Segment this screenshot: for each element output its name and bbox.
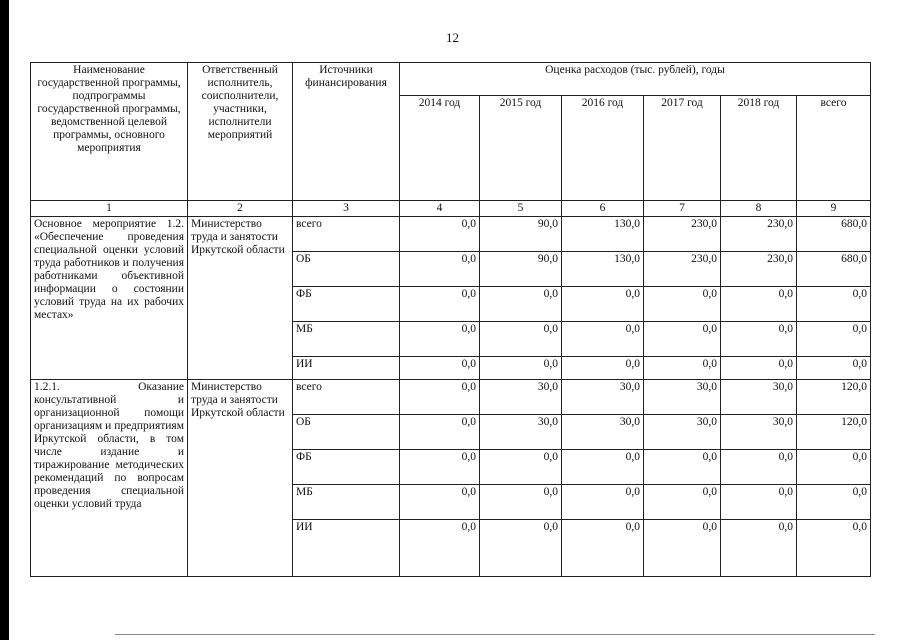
header-year: 2016 год (562, 96, 644, 201)
value-cell: 0,0 (400, 485, 480, 520)
header-year: 2017 год (644, 96, 721, 201)
value-cell: 30,0 (562, 380, 644, 415)
funding-source: МБ (293, 322, 400, 357)
value-cell: 30,0 (562, 415, 644, 450)
column-number: 6 (562, 201, 644, 217)
value-cell: 0,0 (797, 485, 871, 520)
value-cell: 0,0 (644, 520, 721, 577)
value-cell: 0,0 (480, 287, 562, 322)
column-number: 8 (721, 201, 797, 217)
activity-executor: Министерство труда и занятости Иркутской области (188, 217, 293, 380)
header-sources: Источники финансирования (293, 63, 400, 201)
value-cell: 0,0 (562, 450, 644, 485)
value-cell: 0,0 (644, 357, 721, 380)
value-cell: 0,0 (797, 450, 871, 485)
value-cell: 0,0 (644, 287, 721, 322)
value-cell: 0,0 (480, 485, 562, 520)
value-cell: 0,0 (721, 450, 797, 485)
value-cell: 230,0 (721, 252, 797, 287)
table-row (31, 217, 871, 252)
value-cell: 0,0 (644, 450, 721, 485)
activity-block (31, 380, 871, 577)
value-cell: 0,0 (400, 252, 480, 287)
funding-source: МБ (293, 485, 400, 520)
value-cell: 120,0 (797, 415, 871, 450)
value-cell: 30,0 (721, 380, 797, 415)
value-cell: 0,0 (400, 380, 480, 415)
value-cell: 0,0 (562, 520, 644, 577)
value-cell: 0,0 (644, 485, 721, 520)
funding-source: ОБ (293, 415, 400, 450)
value-cell: 0,0 (797, 357, 871, 380)
expenditure-table (30, 62, 871, 577)
activity-name: 1.2.1. Оказание консультативной и организационной помощи организациям и предприятиям Иркутской области, в том числе издание и тиражирование методических рекомендаций по вопросам проведения специальной оценки условий труда (31, 380, 188, 577)
value-cell: 0,0 (721, 520, 797, 577)
value-cell: 0,0 (400, 217, 480, 252)
value-cell: 0,0 (797, 322, 871, 357)
scan-left-edge (0, 0, 9, 640)
value-cell: 0,0 (400, 450, 480, 485)
value-cell: 0,0 (721, 357, 797, 380)
value-cell: 0,0 (480, 520, 562, 577)
activity-executor: Министерство труда и занятости Иркутской области (188, 380, 293, 577)
value-cell: 0,0 (400, 415, 480, 450)
value-cell: 0,0 (562, 322, 644, 357)
value-cell: 0,0 (400, 520, 480, 577)
value-cell: 0,0 (797, 520, 871, 577)
value-cell: 30,0 (721, 415, 797, 450)
value-cell: 0,0 (562, 287, 644, 322)
value-cell: 0,0 (797, 287, 871, 322)
funding-source: ФБ (293, 450, 400, 485)
header-year: 2014 год (400, 96, 480, 201)
value-cell: 30,0 (644, 380, 721, 415)
value-cell: 0,0 (721, 322, 797, 357)
column-number: 5 (480, 201, 562, 217)
value-cell: 130,0 (562, 217, 644, 252)
value-cell: 680,0 (797, 217, 871, 252)
value-cell: 90,0 (480, 252, 562, 287)
value-cell: 680,0 (797, 252, 871, 287)
value-cell: 0,0 (721, 287, 797, 322)
table-row (31, 380, 871, 415)
value-cell: 0,0 (480, 450, 562, 485)
header-total: всего (797, 96, 871, 201)
page-number: 12 (446, 30, 459, 45)
value-cell: 130,0 (562, 252, 644, 287)
funding-source: ИИ (293, 357, 400, 380)
header-year: 2018 год (721, 96, 797, 201)
column-number: 1 (31, 201, 188, 217)
value-cell: 0,0 (721, 485, 797, 520)
value-cell: 0,0 (400, 357, 480, 380)
value-cell: 0,0 (400, 322, 480, 357)
value-cell: 230,0 (644, 252, 721, 287)
column-number: 2 (188, 201, 293, 217)
value-cell: 90,0 (480, 217, 562, 252)
value-cell: 0,0 (400, 287, 480, 322)
header-row-1 (31, 63, 871, 96)
value-cell: 230,0 (644, 217, 721, 252)
value-cell: 120,0 (797, 380, 871, 415)
column-number-row (31, 201, 871, 217)
header-estimate: Оценка расходов (тыс. рублей), годы (400, 63, 871, 96)
value-cell: 0,0 (480, 322, 562, 357)
funding-source: ИИ (293, 520, 400, 577)
value-cell: 0,0 (562, 357, 644, 380)
value-cell: 0,0 (644, 322, 721, 357)
header-executor: Ответственный исполнитель, соисполнители, участники, исполнители мероприятий (188, 63, 293, 201)
value-cell: 0,0 (562, 485, 644, 520)
header-name: Наименование государственной программы, подпрограммы государственной программы, ведомственной целевой программы, основного мероприятия (31, 63, 188, 201)
value-cell: 230,0 (721, 217, 797, 252)
funding-source: ФБ (293, 287, 400, 322)
funding-source: всего (293, 380, 400, 415)
header-year: 2015 год (480, 96, 562, 201)
value-cell: 30,0 (480, 380, 562, 415)
value-cell: 0,0 (480, 357, 562, 380)
value-cell: 30,0 (644, 415, 721, 450)
column-number: 9 (797, 201, 871, 217)
funding-source: ОБ (293, 252, 400, 287)
activity-block (31, 217, 871, 380)
column-number: 4 (400, 201, 480, 217)
value-cell: 30,0 (480, 415, 562, 450)
scan-bottom-line (115, 634, 875, 635)
column-number: 3 (293, 201, 400, 217)
column-number: 7 (644, 201, 721, 217)
funding-source: всего (293, 217, 400, 252)
activity-name: Основное мероприятие 1.2. «Обеспечение проведения специальной оценки условий труда работников и получения работниками объективной информации о состоянии условий труда на их рабочих местах» (31, 217, 188, 380)
